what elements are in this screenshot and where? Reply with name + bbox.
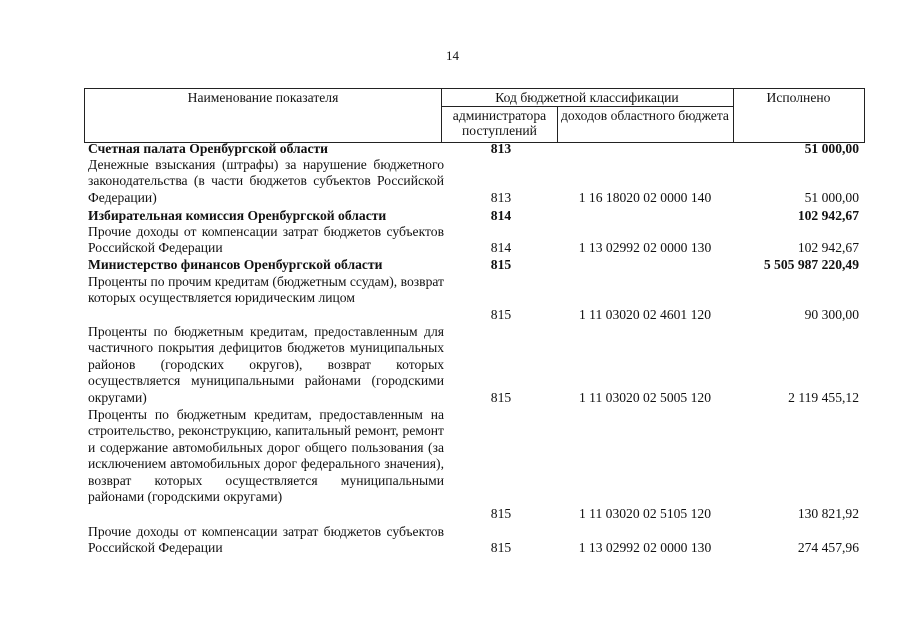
- row-name: Министерство финансов Оренбургской области: [88, 257, 383, 272]
- header-name: Наименование показателя: [187, 90, 339, 105]
- row-name: Проценты по прочим кредитам (бюджетным ссудам), возврат которых осуществляется юридическим лицом: [88, 274, 444, 306]
- header-divider: [441, 106, 733, 107]
- row-amount: 274 457,96: [797, 540, 859, 555]
- row-amount: 130 821,92: [797, 506, 859, 521]
- row-code: 1 13 02992 02 0000 130: [578, 240, 712, 255]
- row-code: 1 16 18020 02 0000 140: [578, 190, 712, 205]
- table-header: [84, 88, 865, 143]
- row-admin: 814: [490, 208, 512, 223]
- row-admin: 815: [490, 506, 512, 521]
- row-name: Счетная палата Оренбургской области: [88, 141, 329, 156]
- row-name: Избирательная комиссия Оренбургской области: [88, 208, 387, 223]
- row-code: 1 11 03020 02 5005 120: [578, 390, 712, 405]
- row-amount: 2 119 455,12: [788, 390, 859, 405]
- row-amount: 51 000,00: [804, 141, 859, 156]
- header-revenue: доходов областного бюджета: [561, 108, 729, 123]
- row-admin: 815: [490, 307, 512, 322]
- row-code: 1 13 02992 02 0000 130: [578, 540, 712, 555]
- header-code-group: Код бюджетной классификации: [495, 90, 679, 105]
- row-amount: 90 300,00: [804, 307, 859, 322]
- header-executed: Исполнено: [766, 90, 831, 105]
- row-amount: 5 505 987 220,49: [763, 257, 859, 272]
- row-name: Проценты по бюджетным кредитам, предоставленным на строительство, реконструкцию, капитальный ремонт, ремонт и содержание автомобильных дорог общего пользования (за исключением автомобильных дорог федерального значения), возврат которых осуществляется муниципальными районами (городскими округами): [88, 407, 444, 505]
- row-admin: 814: [490, 240, 512, 255]
- row-amount: 102 942,67: [797, 240, 859, 255]
- row-admin: 815: [490, 257, 512, 272]
- row-admin: 815: [490, 540, 512, 555]
- header-admin: администратора поступлений: [452, 108, 547, 138]
- row-code: 1 11 03020 02 5105 120: [578, 506, 712, 521]
- row-admin: 815: [490, 390, 512, 405]
- row-amount: 51 000,00: [804, 190, 859, 205]
- row-name: Денежные взыскания (штрафы) за нарушение бюджетного законодательства (в части бюджетов субъектов Российской Федерации): [88, 157, 444, 205]
- row-code: 1 11 03020 02 4601 120: [578, 307, 712, 322]
- page-number: 14: [446, 48, 459, 63]
- row-admin: 813: [490, 190, 512, 205]
- row-name: Прочие доходы от компенсации затрат бюджетов субъектов Российской Федерации: [88, 524, 444, 556]
- row-name: Проценты по бюджетным кредитам, предоставленным для частичного покрытия дефицитов бюджетов муниципальных районов (городских округов), возврат которых осуществляется муниципальными районами (городскими округами): [88, 324, 444, 405]
- row-admin: 813: [490, 141, 512, 156]
- row-amount: 102 942,67: [797, 208, 859, 223]
- row-name: Прочие доходы от компенсации затрат бюджетов субъектов Российской Федерации: [88, 224, 444, 256]
